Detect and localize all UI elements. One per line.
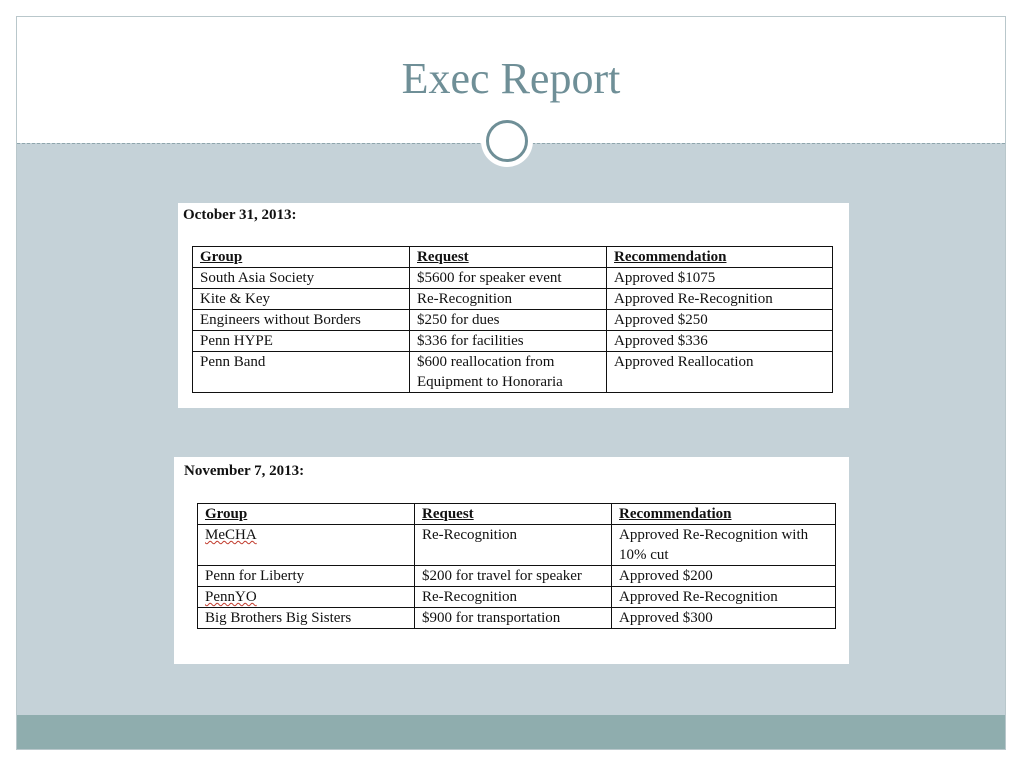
table-row	[193, 310, 833, 331]
column-header-request: Request	[410, 247, 607, 268]
cell-group: Penn for Liberty	[198, 566, 415, 587]
november-table	[197, 503, 836, 629]
november-report-image	[174, 457, 849, 664]
column-header-request: Request	[415, 504, 612, 525]
cell-group: South Asia Society	[193, 268, 410, 289]
cell-group: Kite & Key	[193, 289, 410, 310]
group-name: MeCHA	[205, 527, 257, 543]
slide	[16, 16, 1006, 750]
cell-group	[198, 525, 415, 566]
cell-request: $250 for dues	[410, 310, 607, 331]
cell-recommendation: Approved Re-Recognition	[607, 289, 833, 310]
table-header-row	[193, 247, 833, 268]
cell-request: Re-Recognition	[415, 525, 612, 566]
cell-recommendation: Approved Re-Recognition with 10% cut	[612, 525, 836, 566]
table-header-row	[198, 504, 836, 525]
table-row	[193, 331, 833, 352]
cell-recommendation: Approved $300	[612, 608, 836, 629]
table-row	[198, 566, 836, 587]
cell-group: Engineers without Borders	[193, 310, 410, 331]
footer-bar	[17, 715, 1005, 749]
table-row	[193, 268, 833, 289]
cell-recommendation: Approved $250	[607, 310, 833, 331]
table-row	[198, 525, 836, 566]
cell-group: Big Brothers Big Sisters	[198, 608, 415, 629]
cell-request: $900 for transportation	[415, 608, 612, 629]
cell-request: Re-Recognition	[410, 289, 607, 310]
column-header-recommendation: Recommendation	[612, 504, 836, 525]
table-row	[193, 289, 833, 310]
table-row	[193, 352, 833, 393]
cell-recommendation: Approved Reallocation	[607, 352, 833, 393]
section-date: November 7, 2013:	[184, 463, 305, 479]
october-report-image	[178, 203, 849, 408]
october-table	[192, 246, 833, 393]
cell-request: $336 for facilities	[410, 331, 607, 352]
cell-group	[198, 587, 415, 608]
table-row	[198, 608, 836, 629]
cell-request: $5600 for speaker event	[410, 268, 607, 289]
cell-group: Penn Band	[193, 352, 410, 393]
column-header-recommendation: Recommendation	[607, 247, 833, 268]
slide-title: Exec Report	[401, 54, 621, 103]
cell-request: $600 reallocation from Equipment to Honoraria	[410, 352, 607, 393]
column-header-group: Group	[193, 247, 410, 268]
cell-recommendation: Approved $200	[612, 566, 836, 587]
cell-recommendation: Approved $336	[607, 331, 833, 352]
cell-recommendation: Approved Re-Recognition	[612, 587, 836, 608]
cell-request: $200 for travel for speaker	[415, 566, 612, 587]
column-header-group: Group	[198, 504, 415, 525]
circle-ornament-icon	[486, 120, 528, 162]
cell-group: Penn HYPE	[193, 331, 410, 352]
table-row	[198, 587, 836, 608]
group-name: PennYO	[205, 589, 257, 605]
section-date: October 31, 2013:	[183, 207, 297, 223]
cell-request: Re-Recognition	[415, 587, 612, 608]
cell-recommendation: Approved $1075	[607, 268, 833, 289]
